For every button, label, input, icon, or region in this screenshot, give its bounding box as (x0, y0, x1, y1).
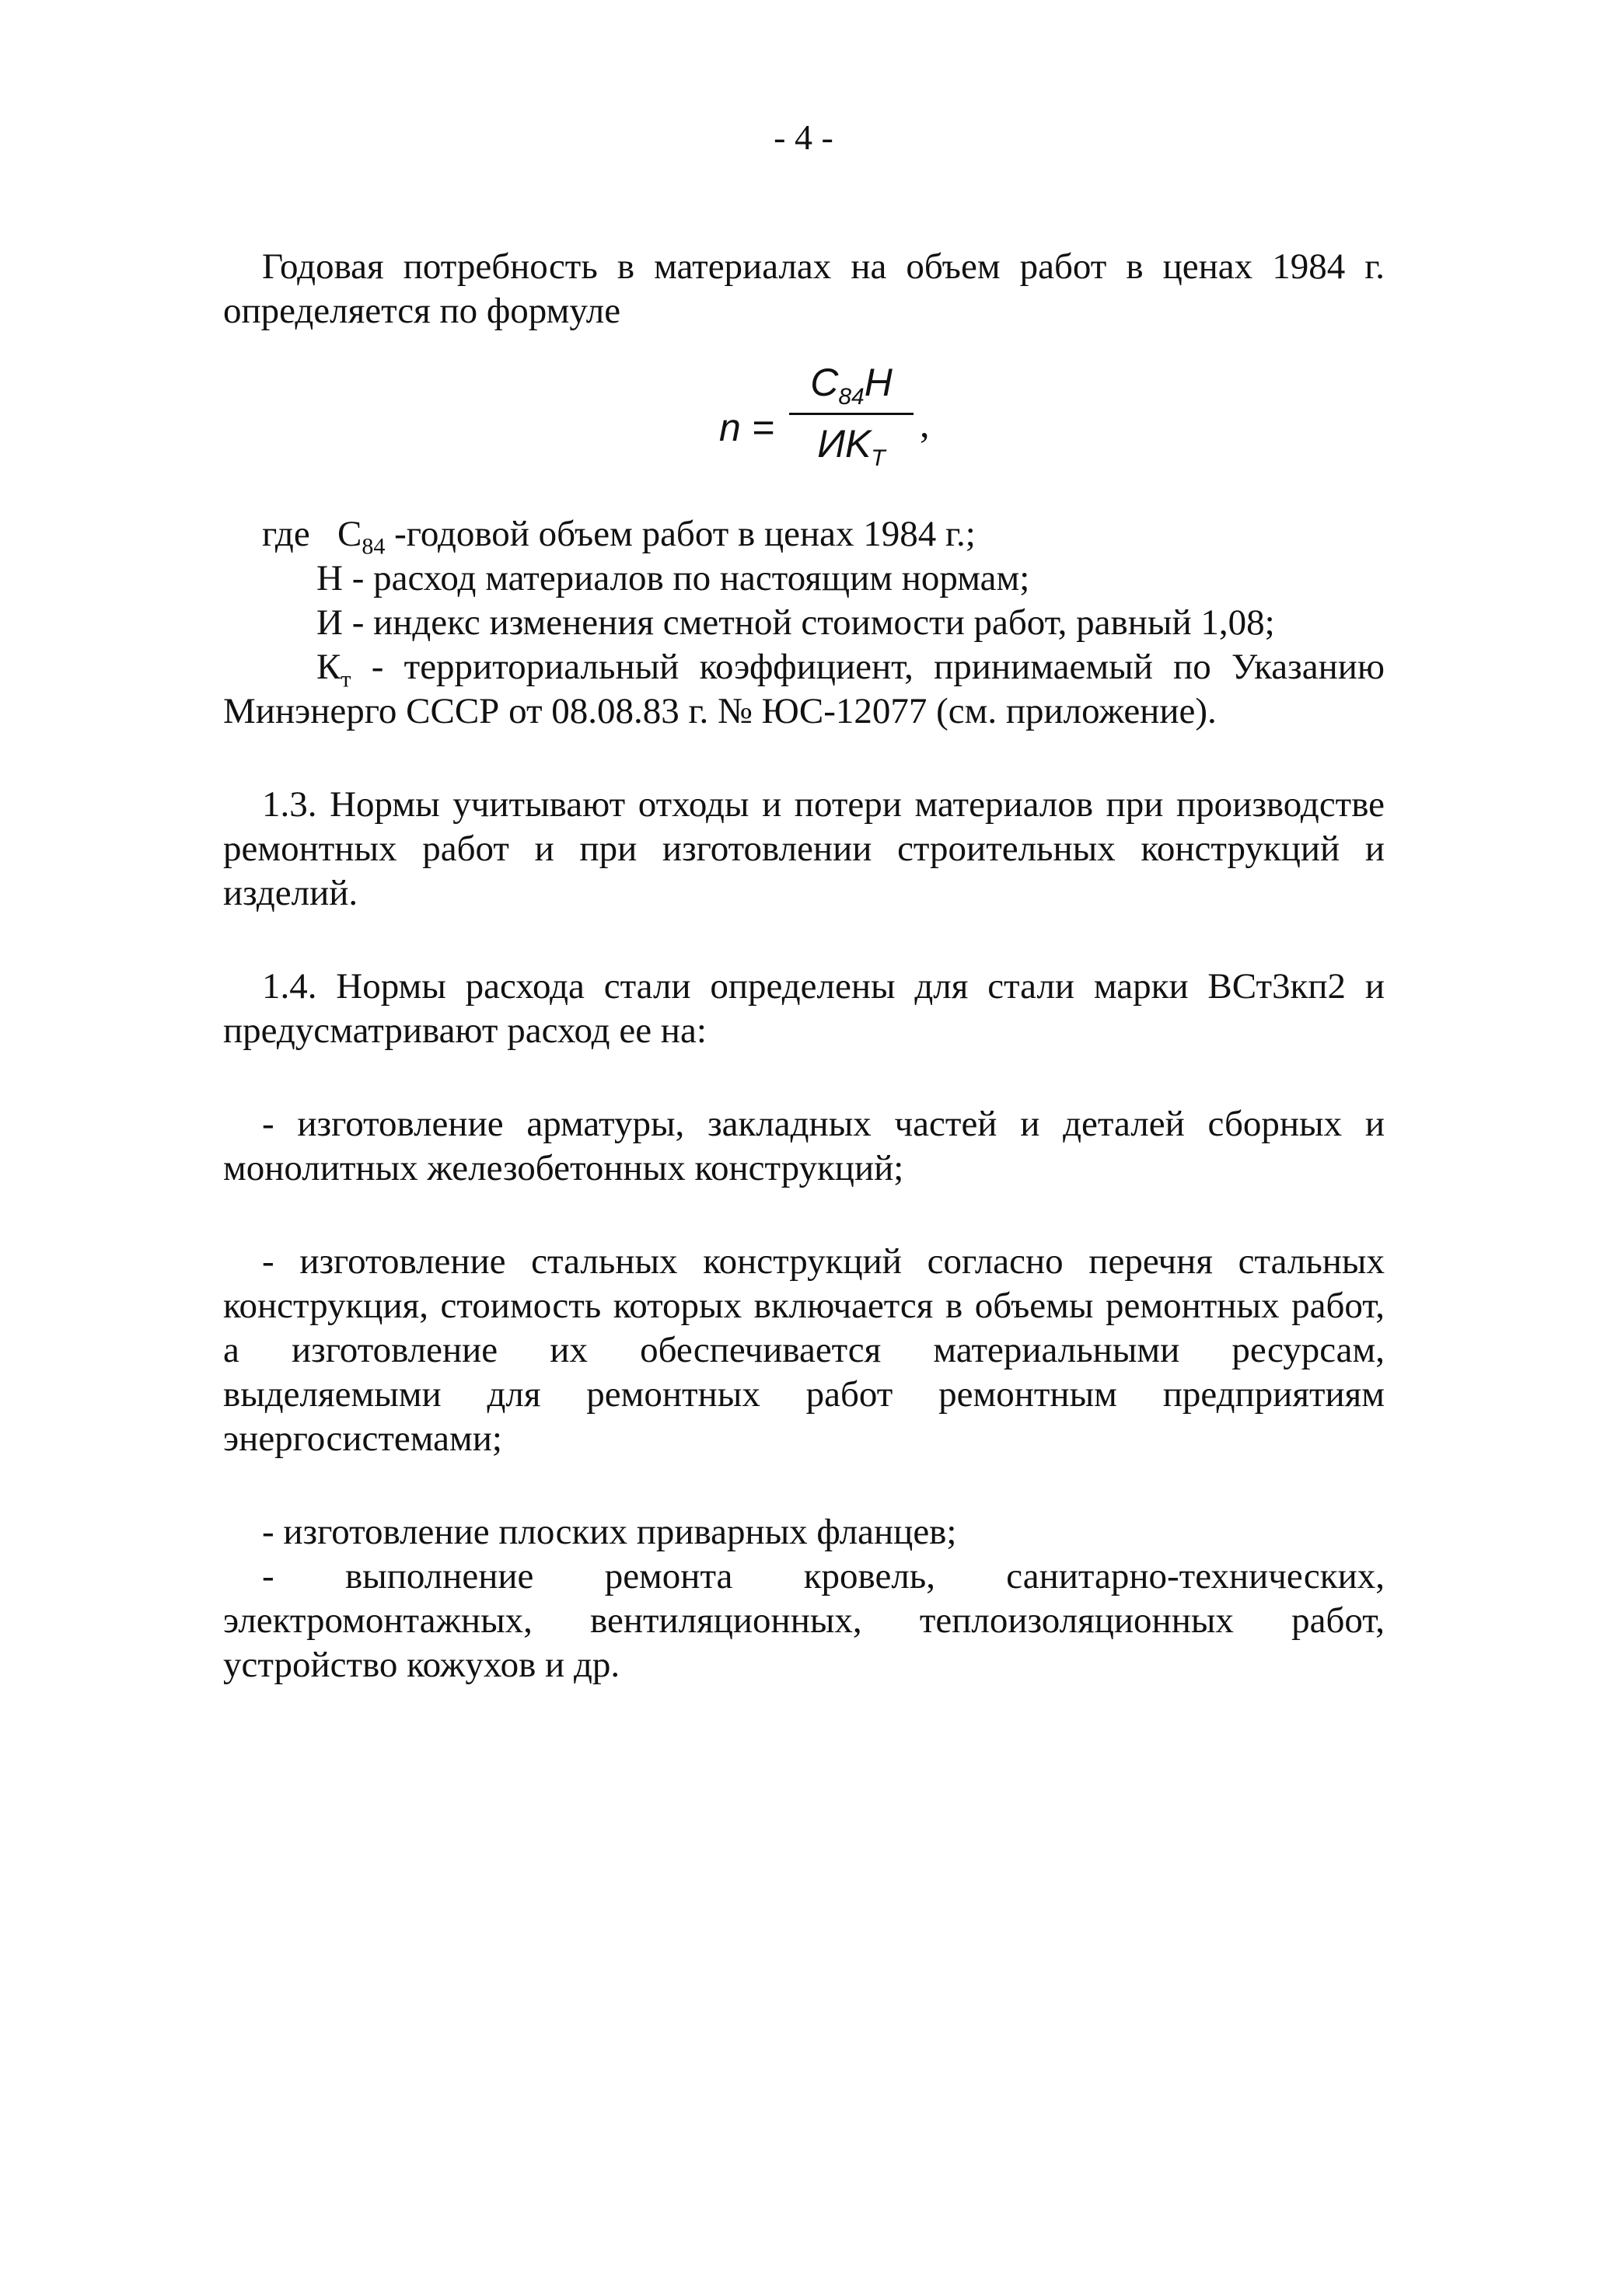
formula-block (223, 333, 1385, 512)
formula-fraction-bar (789, 413, 914, 415)
formula-comma: , (920, 402, 930, 445)
paragraph-1-4: 1.4. Нормы расхода стали определены для стали марки ВСт3кп2 и предусматривают расход ее на: (223, 966, 1385, 1051)
legend-where: где (262, 514, 310, 554)
legend-k-row (223, 645, 1385, 734)
list-item-rebar: - изготовление арматуры, закладных частей и деталей сборных и монолитных железобетонных конструкций; (223, 1104, 1385, 1188)
legend-k-subscript: т (341, 666, 351, 693)
intro-paragraph: Годовая потребность в материалах на объем работ в ценах 1984 г. определяется по формуле (223, 246, 1385, 331)
formula-num-h: H (864, 361, 893, 404)
list-item-flanges: - изготовление плоских приварных фланцев; (262, 1512, 957, 1552)
list-item-repairs: - выполнение ремонта кровель, санитарно-технических, электромонтажных, вентиляционных, теплоизоляционных работ, устройство кожухов и др. (223, 1556, 1385, 1685)
legend-i-row: И - индекс изменения сметной стоимости работ, равный 1,08; (316, 602, 1275, 643)
formula-den-subscript: T (871, 445, 886, 471)
formula-denominator (789, 418, 914, 469)
formula-den-ik: ИK (817, 422, 872, 466)
formula-fraction (789, 357, 914, 469)
paragraph-1-3: 1.3. Нормы учитывают отходы и потери материалов при производстве ремонтных работ и при изготовлении строительных конструкций и изделий. (223, 784, 1385, 913)
legend-c-subscript: 84 (362, 533, 386, 560)
legend-c-text: -годовой объем работ в ценах 1984 г.; (394, 514, 976, 554)
legend-k-text: - территориальный коэффициент, принимаемый по Указанию Минэнерго СССР от 08.08.83 г. № ЮС-12077 (см. приложение). (223, 647, 1385, 731)
legend-h-row: Н - расход материалов по настоящим нормам; (316, 558, 1030, 598)
formula-numerator (789, 357, 914, 408)
page-number: - 4 - (774, 117, 833, 157)
page-content (223, 245, 1385, 1687)
formula-num-c-subscript: 84 (838, 384, 865, 410)
legend-k-symbol: К (316, 647, 341, 687)
list-item-steel-structures: - изготовление стальных конструкций согласно перечня стальных конструкция, стоимость которых включается в объемы ремонтных работ, а изготовление их обеспечивается материальными ресурсам, выделяемыми для ремонтных работ ремонтным предприятиям энергосистемами; (223, 1241, 1385, 1459)
formula-legend (223, 512, 1385, 734)
formula-lhs: n = (719, 406, 774, 449)
legend-c-symbol: С (337, 514, 362, 554)
legend-c-row (223, 512, 1385, 560)
formula-num-c: C (810, 361, 839, 404)
